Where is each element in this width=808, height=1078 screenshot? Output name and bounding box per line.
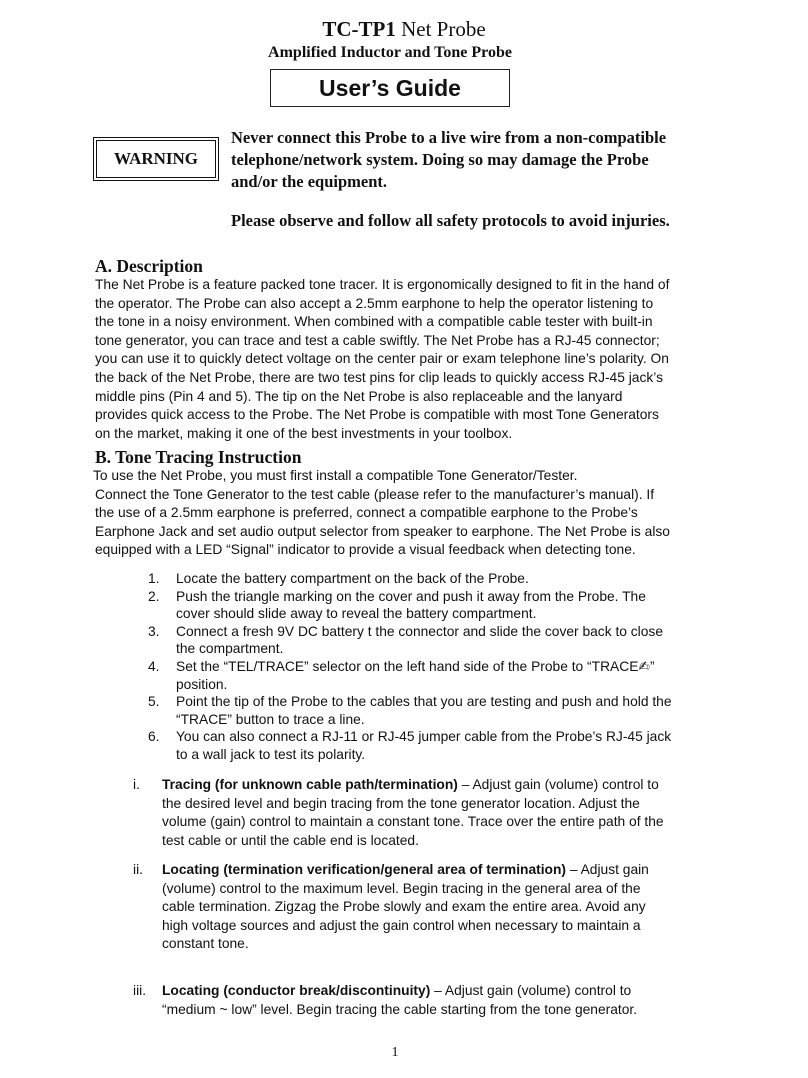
paragraph-line: Earphone Jack and set audio output selector from speaker to earphone. The Net Probe is also [95,523,670,539]
paragraph-line: middle pins (Pin 4 and 5). The tip on the Net Probe is also replaceable and the lanyard [95,388,623,404]
paragraph-line: the use of a 2.5mm earphone is preferred, connect a compatible earphone to the Probe’s [95,505,638,521]
mode-text: (volume) control to the maximum level. Begin tracing in the general area of the [162,880,641,896]
document-subtitle: Amplified Inductor and Tone Probe [268,44,512,61]
step-text: Push the triangle marking on the cover and push it away from the Probe. The [176,588,646,604]
warning-line: telephone/network system. Doing so may damage the Probe [231,150,649,169]
section-a-heading: A. Description [95,256,203,276]
step-text: Connect a fresh 9V DC battery t the connector and slide the cover back to close [176,623,663,639]
warning-line: and/or the equipment. [231,172,388,191]
steps-list [148,570,672,764]
mode-number: iii. [133,983,147,998]
list-item [148,693,672,728]
mode-text: constant tone. [162,936,249,952]
list-item [148,658,672,693]
mode-text: “medium ~ low” level. Begin tracing the cable starting from the tone generator. [162,1001,638,1017]
step-number: 6. [148,729,160,745]
mode-number: ii. [133,862,143,877]
paragraph-line: tone generator, you can trace and test a cable swiftly. The Net Probe has a RJ-45 connector; [95,332,660,348]
paragraph-line: provides quick access to the Probe. The Net Probe is compatible with most Tone Generators [95,407,659,423]
step-text: Locate the battery compartment on the back of the Probe. [176,571,529,586]
paragraph-line: you can use it to quickly detect voltage on the center pair or exam telephone line’s polarity. On [95,351,669,367]
step-text: “TRACE” button to trace a line. [176,711,365,727]
paragraph-line: equipped with a LED “Signal” indicator to provide a visual feedback when detecting tone. [95,542,636,558]
document-title [0,17,808,41]
step-text: Set the “TEL/TRACE” selector on the left hand side of the Probe to “TRACE✍” [176,658,655,674]
paragraph-line: the operator. The Probe can also accept a 2.5mm earphone to help the operator listening to [95,295,654,311]
mode-title: Locating (termination verification/general area of termination) [162,862,567,877]
list-item [148,588,672,623]
section-b-paragraph [93,467,670,560]
step-number: 2. [148,588,160,604]
mode-text: – Adjust gain [566,862,649,877]
section-a-paragraph [95,276,669,443]
step-number: 4. [148,658,160,674]
paragraph-line: To use the Net Probe, you must first install a compatible Tone Generator/Tester. [93,468,578,483]
mode-locating-break [133,982,638,1019]
step-text: position. [176,676,228,692]
mode-tracing [133,776,664,850]
paragraph-line: Connect the Tone Generator to the test cable (please refer to the manufacturer’s manual). If [95,486,655,502]
warning-line: Never connect this Probe to a live wire from a non-compatible [231,128,667,147]
product-name: Net Probe [395,17,486,41]
safety-note: Please observe and follow all safety protocols to avoid injuries. [231,211,670,230]
mode-text: cable termination. Zigzag the Probe slowly and exam the entire area. Avoid any [162,899,646,915]
paragraph-line: the back of the Net Probe, there are two test pins for clip leads to quickly access RJ-45 jack’s [95,369,663,385]
paragraph-line: The Net Probe is a feature packed tone tracer. It is ergonomically designed to fit in the hand of [95,277,670,292]
step-text: to a wall jack to test its polarity. [176,746,366,762]
paragraph-line: the tone in a noisy environment. When combined with a compatible cable tester with built-in [95,314,653,330]
mode-text: test cable or until the cable end is located. [162,832,419,848]
page-number: 1 [391,1045,399,1060]
mode-title: Locating (conductor break/discontinuity) [162,983,431,998]
step-text: You can also connect a RJ-11 or RJ-45 jumper cable from the Probe’s RJ-45 jack [176,729,672,745]
mode-text: the desired level and begin tracing from the tone generator location. Adjust the [162,795,640,811]
list-item [148,623,672,658]
section-b-heading: B. Tone Tracing Instruction [95,447,302,467]
model-name: TC-TP1 [322,17,396,41]
mode-locating-termination [133,861,649,954]
step-number: 1. [148,571,160,586]
paragraph-line: on the market, making it one of the best investments in your toolbox. [95,425,513,441]
mode-text: high voltage sources and adjust the gain control when necessary to maintain a [162,917,641,933]
mode-text: – Adjust gain (volume) control to [457,777,659,792]
step-number: 5. [148,694,160,710]
list-item [148,570,672,588]
mode-text: volume (gain) control to maintain a constant tone. Trace over the entire path of the [162,814,664,830]
mode-number: i. [133,777,140,792]
warning-text [231,127,731,193]
step-text: cover should slide away to reveal the battery compartment. [176,606,537,622]
list-item [148,728,672,763]
warning-box: WARNING [93,137,219,181]
step-text: the compartment. [176,641,284,657]
mode-title: Tracing (for unknown cable path/termination) [162,777,458,792]
users-guide-box: User’s Guide [270,69,510,107]
step-text: Point the tip of the Probe to the cables that you are testing and push and hold the [176,694,672,710]
mode-text: – Adjust gain (volume) control to [430,983,632,998]
step-number: 3. [148,623,160,639]
